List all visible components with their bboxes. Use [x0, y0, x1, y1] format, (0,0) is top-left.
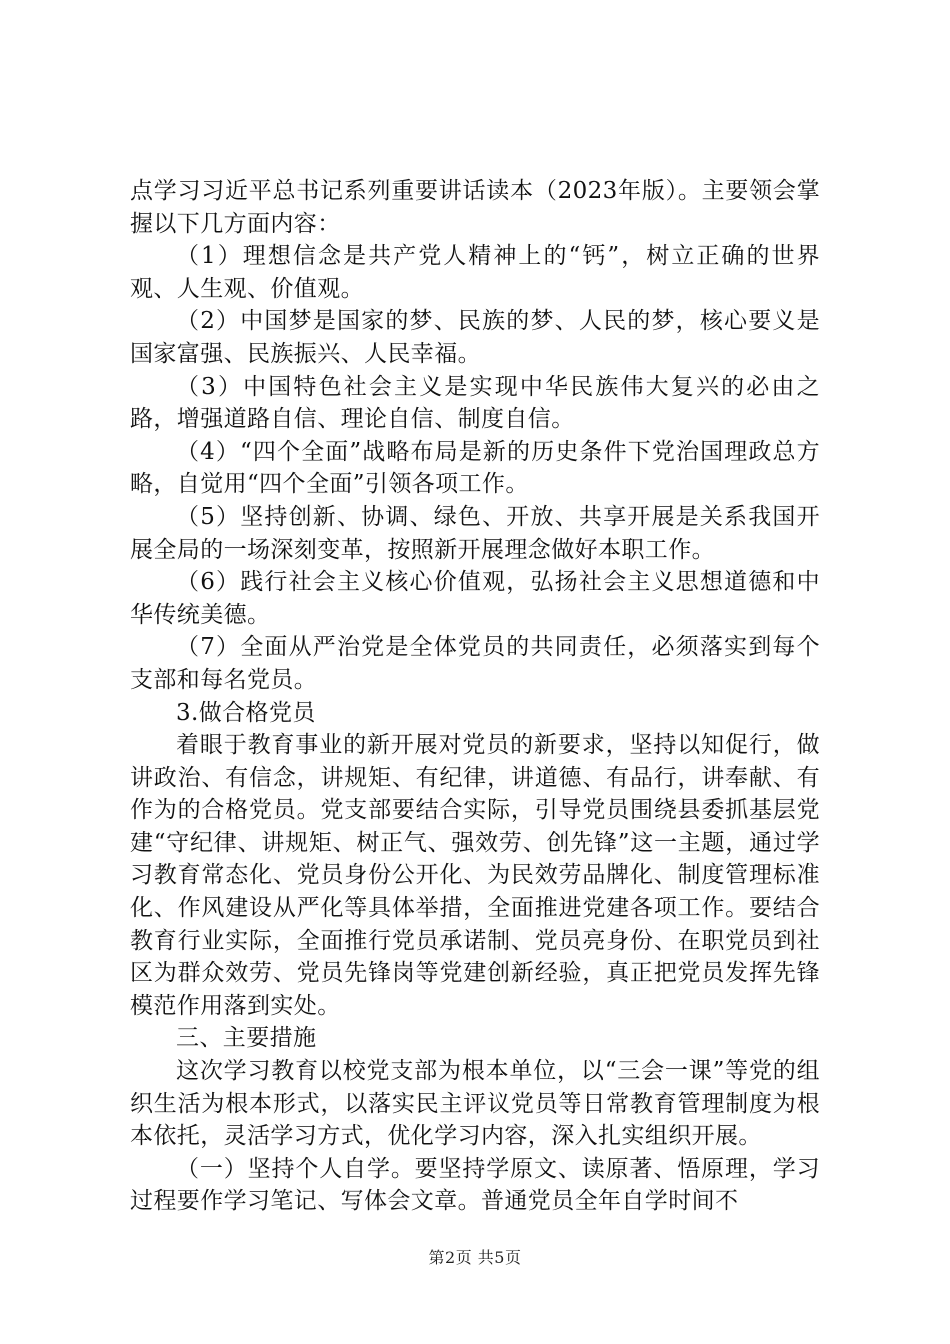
- document-body: [130, 175, 820, 1218]
- paragraph-12: 这次学习教育以校党支部为根本单位，以“三会一课”等党的组织生活为根本形式，以落实民主评议党员等日常教育管理制度为根本依托，灵活学习方式，优化学习内容，深入扎实组织开展。: [130, 1058, 820, 1150]
- section-heading-main-measures: 三、主要措施: [176, 1025, 317, 1052]
- paragraph-3: （2）中国梦是国家的梦、民族的梦、人民的梦，核心要义是国家富强、民族振兴、人民幸福。: [130, 308, 820, 367]
- paragraph-13: （一）坚持个人自学。要坚持学原文、读原著、悟原理，学习过程要作学习笔记、写体会文章。普通党员全年自学时间不: [130, 1155, 820, 1215]
- page-number-footer: 第2页 共5页: [428, 1248, 522, 1267]
- paragraph-4: （3）中国特色社会主义是实现中华民族伟大复兴的必由之路，增强道路自信、理论自信、制度自信。: [130, 373, 820, 433]
- paragraph-7: （6）践行社会主义核心价值观，弘扬社会主义思想道德和中华传统美德。: [130, 569, 820, 628]
- paragraph-1: 点学习习近平总书记系列重要讲话读本（2023年版）。主要领会掌握以下几方面内容：: [130, 178, 820, 237]
- paragraph-8: （7）全面从严治党是全体党员的共同责任，必须落实到每个支部和每名党员。: [130, 634, 820, 693]
- section-heading-qualified-member: 3.做合格党员: [176, 699, 316, 726]
- paragraph-2: （1）理想信念是共产党人精神上的“钙”，树立正确的世界观、人生观、价值观。: [130, 243, 820, 302]
- paragraph-5: （4）“四个全面”战略布局是新的历史条件下党治国理政总方略，自觉用“四个全面”引领各项工作。: [130, 438, 820, 498]
- paragraph-6: （5）坚持创新、协调、绿色、开放、共享开展是关系我国开展全局的一场深刻变革，按照新开展理念做好本职工作。: [130, 503, 820, 563]
- paragraph-10: 着眼于教育事业的新开展对党员的新要求，坚持以知促行，做讲政治、有信念，讲规矩、有纪律，讲道德、有品行，讲奉献、有作为的合格党员。党支部要结合实际，引导党员围绕县委抓基层党建“守纪律、讲规矩、树正气、强效劳、创先锋”这一主题，通过学习教育常态化、党员身份公开化、为民效劳品牌化、制度管理标准化、作风建设从严化等具体举措，全面推进党建各项工作。要结合教育行业实际，全面推行党员承诺制、党员亮身份、在职党员到社区为群众效劳、党员先锋岗等党建创新经验，真正把党员发挥先锋模范作用落到实处。: [130, 732, 820, 1019]
